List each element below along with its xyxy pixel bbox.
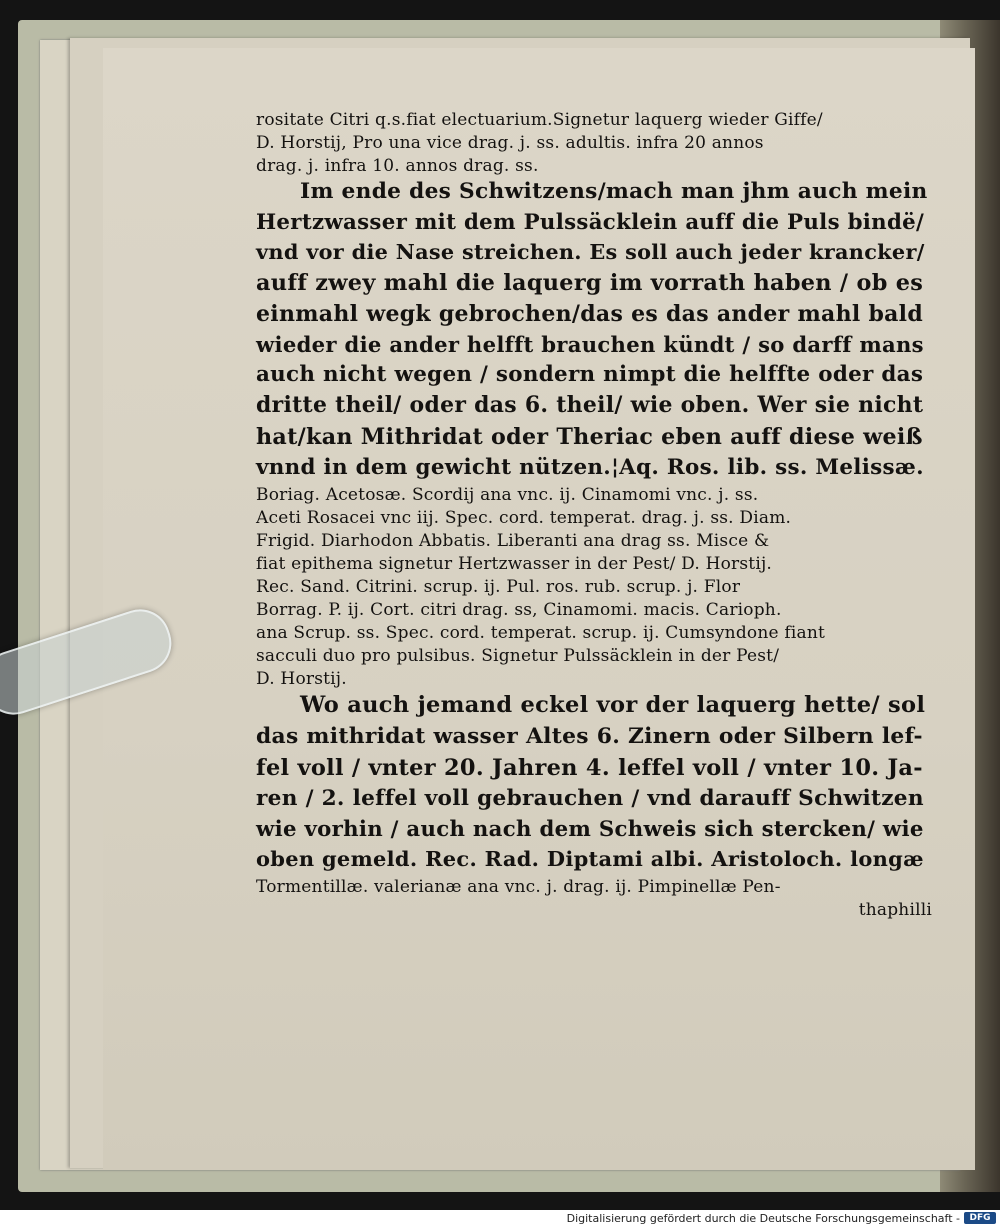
text-line: fiat epithema signetur Hertzwasser in der Pest/ D. Horstij. bbox=[256, 554, 773, 575]
text-line: Boriag. Acetosæ. Scordij ana vnc. ij. Cinamomi vnc. j. ss. bbox=[256, 485, 759, 506]
text-line: ana Scrup. ss. Spec. cord. temperat. scrup. ij. Cumsyndone fiant bbox=[256, 623, 826, 644]
printed-text-block bbox=[256, 112, 936, 925]
text-line: Borrag. P. ij. Cort. citri drag. ss, Cinamomi. macis. Carioph. bbox=[256, 600, 782, 621]
text-line: auch nicht wegen / sondern nimpt die helffte oder das bbox=[256, 362, 924, 388]
text-line: Aceti Rosacei vnc iij. Spec. cord. temperat. drag. j. ss. Diam. bbox=[256, 508, 792, 529]
text-line: Tormentillæ. valerianæ ana vnc. j. drag. ij. Pimpinellæ Pen- bbox=[256, 877, 781, 898]
text-line: Hertzwasser mit dem Pulssäcklein auff die Puls bindë/ bbox=[256, 209, 925, 235]
text-line: Frigid. Diarhodon Abbatis. Liberanti ana drag ss. Misce & bbox=[256, 531, 770, 552]
text-line: einmahl wegk gebrochen/das es das ander mahl bald bbox=[256, 301, 924, 328]
footer-bar bbox=[0, 1210, 1000, 1227]
text-line: drag. j. infra 10. annos drag. ss. bbox=[256, 156, 539, 176]
text-line: dritte theil/ oder das 6. theil/ wie oben. Wer sie nicht bbox=[256, 391, 924, 418]
dfg-logo-icon: DFG bbox=[964, 1212, 996, 1224]
text-line: oben gemeld. Rec. Rad. Diptami albi. Aristoloch. longæ bbox=[256, 846, 924, 872]
text-line: hat/kan Mithridat oder Theriac eben auff diese weiß bbox=[256, 423, 923, 450]
text-line: wieder die ander helfft brauchen kündt / so darff mans bbox=[256, 332, 924, 358]
text-line: fel voll / vnter 20. Jahren 4. leffel voll / vnter 10. Ja- bbox=[256, 754, 923, 781]
text-line: ren / 2. leffel voll gebrauchen / vnd darauff Schwitzen bbox=[256, 786, 924, 812]
text-line: vnnd in dem gewicht nützen.¦Aq. Ros. lib. ss. Melissæ. bbox=[256, 454, 924, 480]
footer-credit: Digitalisierung gefördert durch die Deutsche Forschungsgemeinschaft - bbox=[566, 1212, 960, 1225]
text-line: das mithridat wasser Altes 6. Zinern oder Silbern lef- bbox=[256, 723, 923, 749]
text-line: vnd vor die Nase streichen. Es soll auch jeder krancker/ bbox=[256, 239, 925, 265]
text-line: Wo auch jemand eckel vor der laquerg hette/ sol bbox=[300, 692, 926, 719]
text-line: Im ende des Schwitzens/mach man jhm auch mein bbox=[300, 179, 928, 204]
text-line: D. Horstij. bbox=[256, 669, 347, 690]
text-line: wie vorhin / auch nach dem Schweis sich stercken/ wie bbox=[256, 816, 924, 842]
text-line: Rec. Sand. Citrini. scrup. ij. Pul. ros. rub. scrup. j. Flor bbox=[256, 577, 741, 598]
text-line: rositate Citri q.s.fiat electuarium.Signetur laquerg wieder Giffe/ bbox=[256, 110, 823, 130]
text-line: sacculi duo pro pulsibus. Signetur Pulssäcklein in der Pest/ bbox=[256, 646, 780, 667]
text-line: thaphilli bbox=[858, 900, 932, 921]
text-line: auff zwey mahl die laquerg im vorrath haben / ob es bbox=[256, 269, 924, 296]
text-line: D. Horstij, Pro una vice drag. j. ss. adultis. infra 20 annos bbox=[256, 133, 764, 153]
